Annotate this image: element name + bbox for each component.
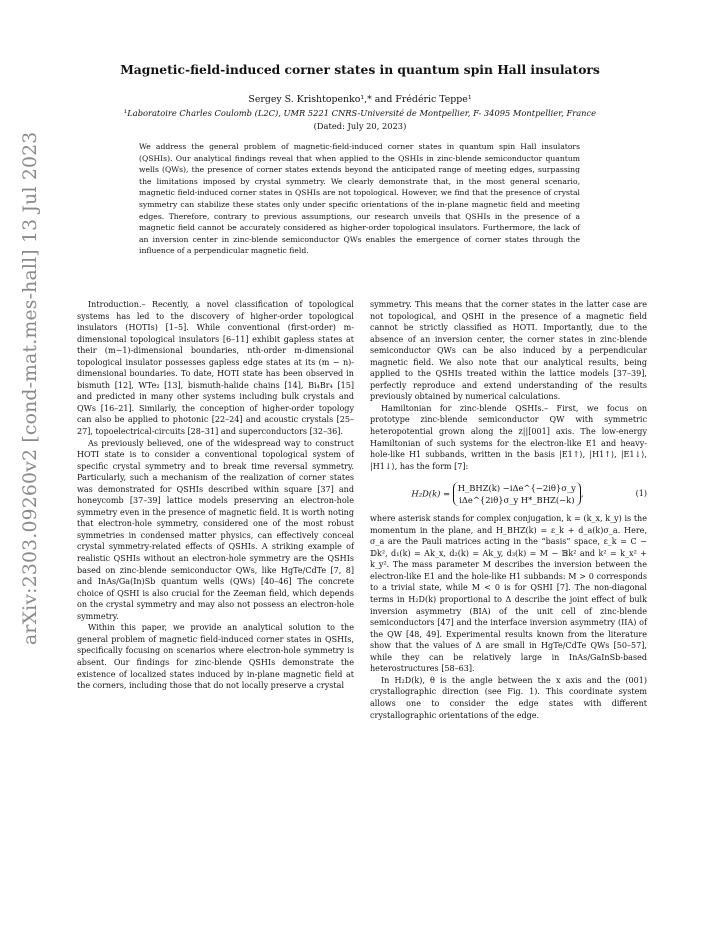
paper-affiliation: ¹Laboratoire Charles Coulomb (L2C), UMR 5221 CNRS-Université de Montpellier, F- 34095 Montpellier, France xyxy=(123,108,597,118)
right-column xyxy=(370,299,647,721)
equation-matrix xyxy=(453,482,581,506)
arxiv-stamp: arXiv:2303.09260v2 [cond-mat.mes-hall] 13 Jul 2023 xyxy=(20,131,41,645)
paragraph-hoti-construction: As previously believed, one of the widespread way to construct HOTI state is to consider a conventional topological system of specific crystal symmetry and to break time reversal symmetry. Particularly, such a mechanism of the realization of corner states was demonstrated for QSHIs described within square [37] and honeycomb [37–39] lattice models preserving an electron-hole symmetry even in the presence of magnetic field. It is worth noting that electron-hole symmetry, considered one of the most robust symmetries in condensed matter physics, can effectively conceal crystal symmetry-related effects of QSHIs. A striking example of realistic QSHIs without an electron-hole symmetry are the QSHIs based on zinc-blende semiconductor QWs, like HgTe/CdTe [7, 8] and InAs/Ga(In)Sb quantum wells (QWs) [40–46] The concrete choice of QSHI is also crucial for the Zeeman field, which depends on the crystal symmetry and may also not possess an electron-hole symmetry. xyxy=(77,438,354,621)
paragraph-symmetry: symmetry. This means that the corner states in the latter case are not topological, and QSHI in the presence of a magnetic field cannot be strictly classified as HOTI. Importantly, due to the absence of an inversion center, the corner states in zinc-blende semiconductor QWs can be also induced by a perpendicular magnetic field. We also note that our analytical results, being applied to the QSHIs treated within the lattice models [37–39], perfectly reproduce and extend understanding of the results previously obtained by numerical calculations. xyxy=(370,300,647,402)
paragraph-theta: In H₂D(k), θ is the angle between the x axis and the (001) crystallographic direction (see Fig. 1). This coordinate system allows one to consider the edge states with different crystallographic orientations of the edge. xyxy=(370,675,647,720)
abstract: We address the general problem of magnetic-field-induced corner states in quantum spin Hall insulators (QSHIs). Our analytical findings reveal that when applied to the QSHIs in zinc-blende semiconductor quantum wells (QWs), the presence of corner states extends beyond the anticipated range of meeting edges, surpassing the limitations imposed by crystal symmetry. We clearly demonstrate that, in the most general scenario, magnetic field-induced corner states in QSHIs are not topological. However, we find that the presence of crystal symmetry can stabilize these states only under specific orientations of the in-plane magnetic field and meeting edges. Therefore, contrary to previous assumptions, our research unveils that QSHIs in the presence of a magnetic field cannot be accurately considered as higher-order topological insulators. Furthermore, the lack of an inversion center in zinc-blende semiconductor QWs enables the emergence of corner states through the influence of a perpendicular magnetic field. xyxy=(139,142,580,256)
paper-authors: Sergey S. Krishtopenko¹,* and Frédéric Teppe¹ xyxy=(248,94,472,105)
matrix-row-1: H_BHZ(k) −iΔe^{−2iθ}σ_y xyxy=(457,482,576,493)
equation-1: H₂D(k) = H_BHZ(k) −iΔe^{−2iθ}σ_y iΔe^{2iθ}σ_y H*_BHZ(−k) , (1) xyxy=(411,482,647,505)
equation-lhs: H₂D(k) = xyxy=(411,488,451,499)
matrix-row-2: iΔe^{2iθ}σ_y H*_BHZ(−k) xyxy=(459,494,575,505)
paper-title: Magnetic-field-induced corner states in quantum spin Hall insulators xyxy=(120,62,600,77)
paragraph-introduction: Introduction.– Recently, a novel classification of topological systems has led to the discovery of higher-order topological insulators (HOTIs) [1–5]. While conventional (first-order) m-dimensional topological insulators [6–11] exhibit gapless states at their (m−1)-dimensional boundaries, nth-order m-dimensional topological insulator possesses gapless edge states at its (m − n)-dimensional boundaries. To date, HOTI state has been observed in bismuth [12], WTe₂ [13], bismuth-halide chains [14], Bi₄Br₄ [15] and predicted in many other systems including bulk crystals and QWs [16–21]. Similarly, the conception of higher-order topology can also be applied to photonic [22–24] and acoustic crystals [25–27], topoelectrical-circuits [28–31] and superconductors [32–36]. xyxy=(77,300,354,437)
left-column xyxy=(77,299,354,692)
paragraph-where-asterisk: where asterisk stands for complex conjugation, k = (k_x, k_y) is the momentum in the plane, and H_BHZ(k) = ε_k + d_a(k)σ_a. Here, σ_a are the Pauli matrices acting in the “basis” space, ε_k = C − 𝔻k², d₁(k) = Ak_x, d₂(k) = Ak_y, d₃(k) = M − 𝔹k² and k² = k_x² + k_y². The mass parameter M describes the inversion between the electron-like E1 and the hole-like H1 subbands: M > 0 corresponds to a trivial state, while M < 0 is for QSHI [7]. The non-diagonal terms in H₂D(k) proportional to Δ describe the joint effect of bulk inversion asymmetry (BIA) of the unit cell of zinc-blende semiconductors [47] and the interface inversion asymmetry (IIA) of the QW [48, 49]. Experimental results known from the literature show that the values of Δ are small in HgTe/CdTe QWs [50–57], while they can be relatively large in InAs/GaInSb-based heterostructures [58–63]. xyxy=(370,514,647,674)
paper-date: (Dated: July 20, 2023) xyxy=(313,121,407,131)
paragraph-hamiltonian: Hamiltonian for zinc-blende QSHIs.– First, we focus on prototype zinc-blende semiconductor QW with symmetric heteropotential grown along the z||[001] axis. The low-energy Hamiltonian of such systems for the electron-like E1 and heavy-hole-like H1 subbands, written in the basis |E1↑⟩, |H1↑⟩, |E1↓⟩, |H1↓⟩, has the form [7]: xyxy=(370,403,647,471)
paragraph-within-this-paper: Within this paper, we provide an analytical solution to the general problem of magnetic field-induced corner states in QSHIs, specifically focusing on scenarios where electron-hole symmetry is absent. Our findings for zinc-blende QSHIs demonstrate the existence of localized states induced by in-plane magnetic field at the corners, including those that do not locally preserve a crystal xyxy=(77,623,354,691)
equation-number: (1) xyxy=(635,488,647,498)
